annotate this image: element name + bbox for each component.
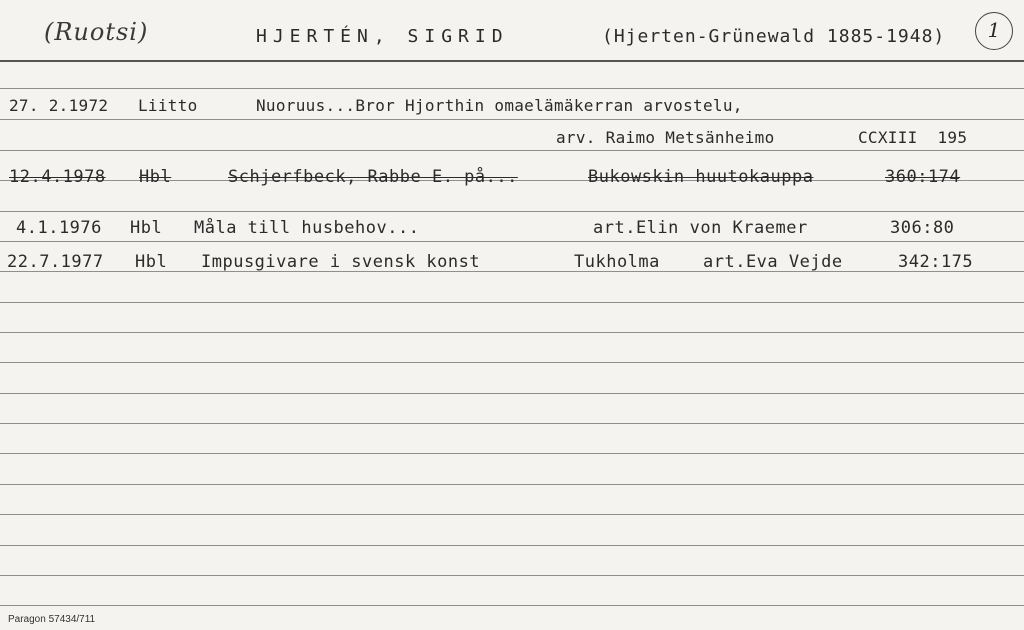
header-rule	[0, 60, 1024, 62]
entry-title: Nuoruus...Bror Hjorthin omaelämäkerran arvostelu,	[256, 96, 743, 115]
ruled-line	[0, 150, 1024, 151]
ruled-line	[0, 302, 1024, 303]
entry-ref: 342:175	[898, 252, 974, 272]
entry-date: 4.1.1976	[16, 218, 102, 238]
entry-date: 12.4.1978	[9, 167, 106, 187]
ruled-line	[0, 453, 1024, 454]
entry-source: Hbl	[130, 218, 163, 238]
entry-title: Schjerfbeck, Rabbe E. på...	[228, 167, 518, 187]
entry-note: art.Eva Vejde	[703, 252, 843, 272]
ruled-line	[0, 605, 1024, 606]
entry-source: Hbl	[139, 167, 172, 187]
entry-ref: 306:80	[890, 218, 955, 238]
entry-source: Hbl	[135, 252, 168, 272]
ruled-line	[0, 545, 1024, 546]
subject-name: HJERTÉN, SIGRID	[256, 26, 509, 47]
ruled-line	[0, 241, 1024, 242]
ruled-line	[0, 119, 1024, 120]
subject-alt-name: (Hjerten-Grünewald 1885-1948)	[602, 26, 946, 47]
entry-ref: 360:174	[885, 167, 961, 187]
entry-note: art.Elin von Kraemer	[593, 218, 808, 238]
entry-note: Bukowskin huutokauppa	[588, 167, 814, 187]
ruled-line	[0, 362, 1024, 363]
entry-date: 22.7.1977	[7, 252, 104, 272]
entry-title: Måla till husbehov...	[194, 218, 420, 238]
entry-title: Impusgivare i svensk konst	[201, 252, 481, 272]
ruled-line	[0, 211, 1024, 212]
card-printer-mark: Paragon 57434/711	[8, 614, 96, 625]
card-number: 1	[975, 12, 1013, 50]
ruled-line	[0, 514, 1024, 515]
country-note: (Ruotsi)	[44, 18, 149, 46]
entry-place: Tukholma	[574, 252, 660, 272]
ruled-line	[0, 484, 1024, 485]
entry-source: Liitto	[138, 96, 198, 115]
ruled-line	[0, 423, 1024, 424]
ruled-line	[0, 332, 1024, 333]
entry-reviewer: arv. Raimo Metsänheimo	[556, 128, 775, 147]
entry-ref: CCXIII 195	[858, 128, 968, 147]
entry-date: 27. 2.1972	[9, 96, 109, 115]
ruled-line	[0, 88, 1024, 89]
ruled-line	[0, 575, 1024, 576]
ruled-line	[0, 393, 1024, 394]
